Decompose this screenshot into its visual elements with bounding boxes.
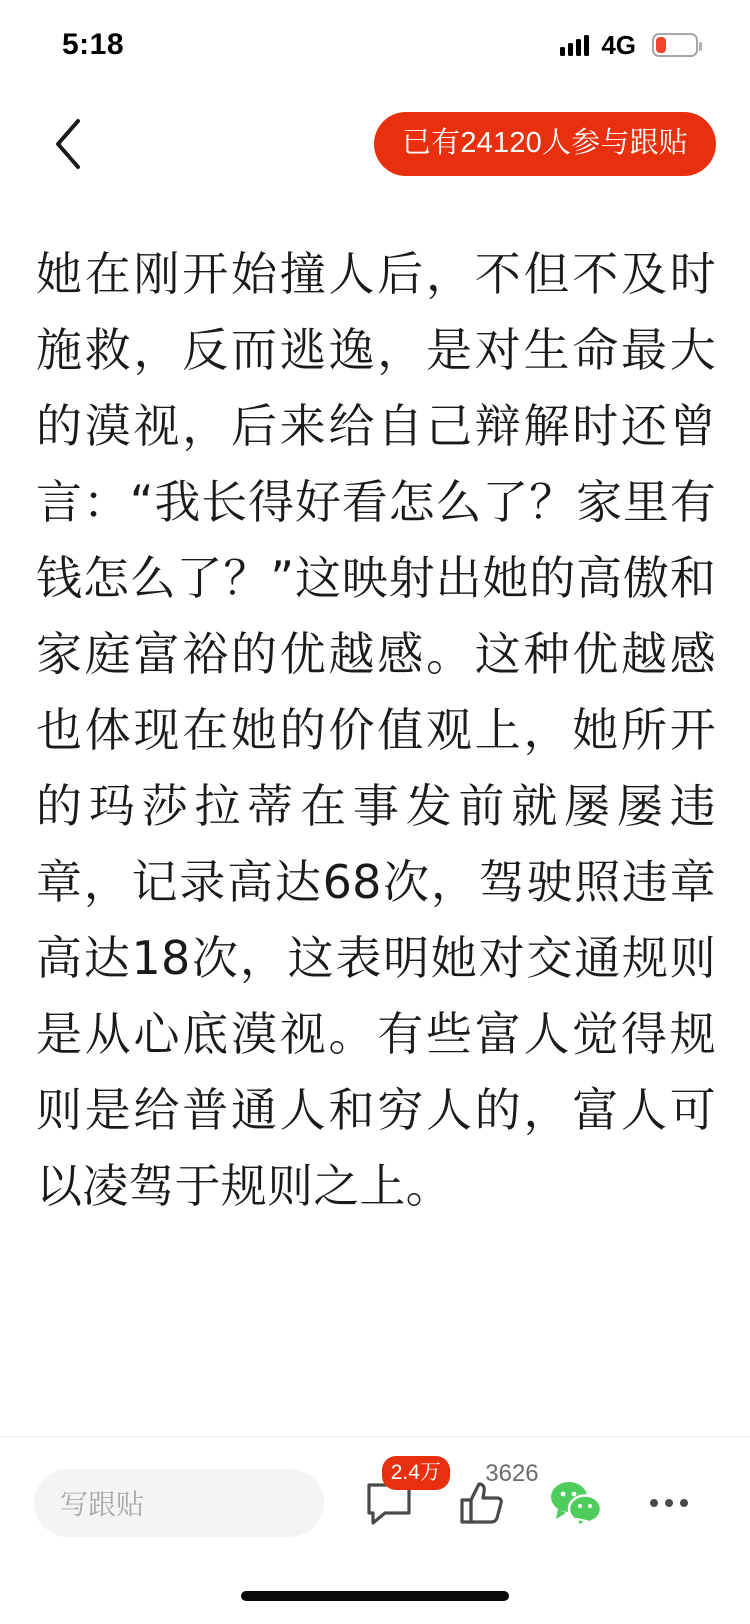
status-icons bbox=[560, 30, 698, 61]
battery-level bbox=[656, 37, 666, 53]
status-bar bbox=[0, 0, 750, 90]
more-options-button[interactable] bbox=[626, 1460, 712, 1546]
more-dots-icon bbox=[650, 1499, 688, 1507]
battery-icon bbox=[652, 33, 698, 57]
wechat-icon bbox=[548, 1478, 604, 1528]
nav-bar bbox=[0, 90, 750, 198]
like-button[interactable] bbox=[439, 1459, 539, 1546]
signal-bars-icon bbox=[560, 34, 589, 56]
comment-count-badge: 2.4万 bbox=[382, 1456, 450, 1490]
back-button[interactable] bbox=[38, 114, 98, 174]
like-count: 3626 bbox=[485, 1459, 539, 1487]
comment-button[interactable] bbox=[346, 1460, 441, 1546]
network-type-label: 4G bbox=[601, 29, 636, 60]
action-icons bbox=[324, 1460, 716, 1546]
bottom-action-bar bbox=[0, 1436, 750, 1568]
article-content bbox=[0, 198, 750, 1436]
home-indicator[interactable] bbox=[241, 1591, 509, 1601]
join-discussion-button[interactable]: 已有24120人参与跟贴 bbox=[374, 112, 716, 176]
comment-input[interactable] bbox=[34, 1469, 324, 1537]
wechat-share-button[interactable] bbox=[533, 1460, 619, 1546]
comment-input-placeholder: 写跟贴 bbox=[60, 1488, 145, 1520]
chevron-left-icon bbox=[53, 118, 83, 170]
article-paragraph: 她在刚开始撞人后，不但不及时施救，反而逃逸，是对生命最大的漠视，后来给自己辩解时还曾言：“我长得好看怎么了？家里有钱怎么了？”这映射出她的高傲和家庭富裕的优越感。这种优越感也体现在她的价值观上，她所开的玛莎拉蒂在事发前就屡屡违章，记录高达68次，驾驶照违章高达18次，这表明她对交通规则是从心底漠视。有些富人觉得规则是给普通人和穷人的，富人可以凌驾于规则之上。 bbox=[36, 247, 716, 1213]
home-indicator-area bbox=[0, 1568, 750, 1624]
status-time: 5:18 bbox=[62, 28, 125, 61]
